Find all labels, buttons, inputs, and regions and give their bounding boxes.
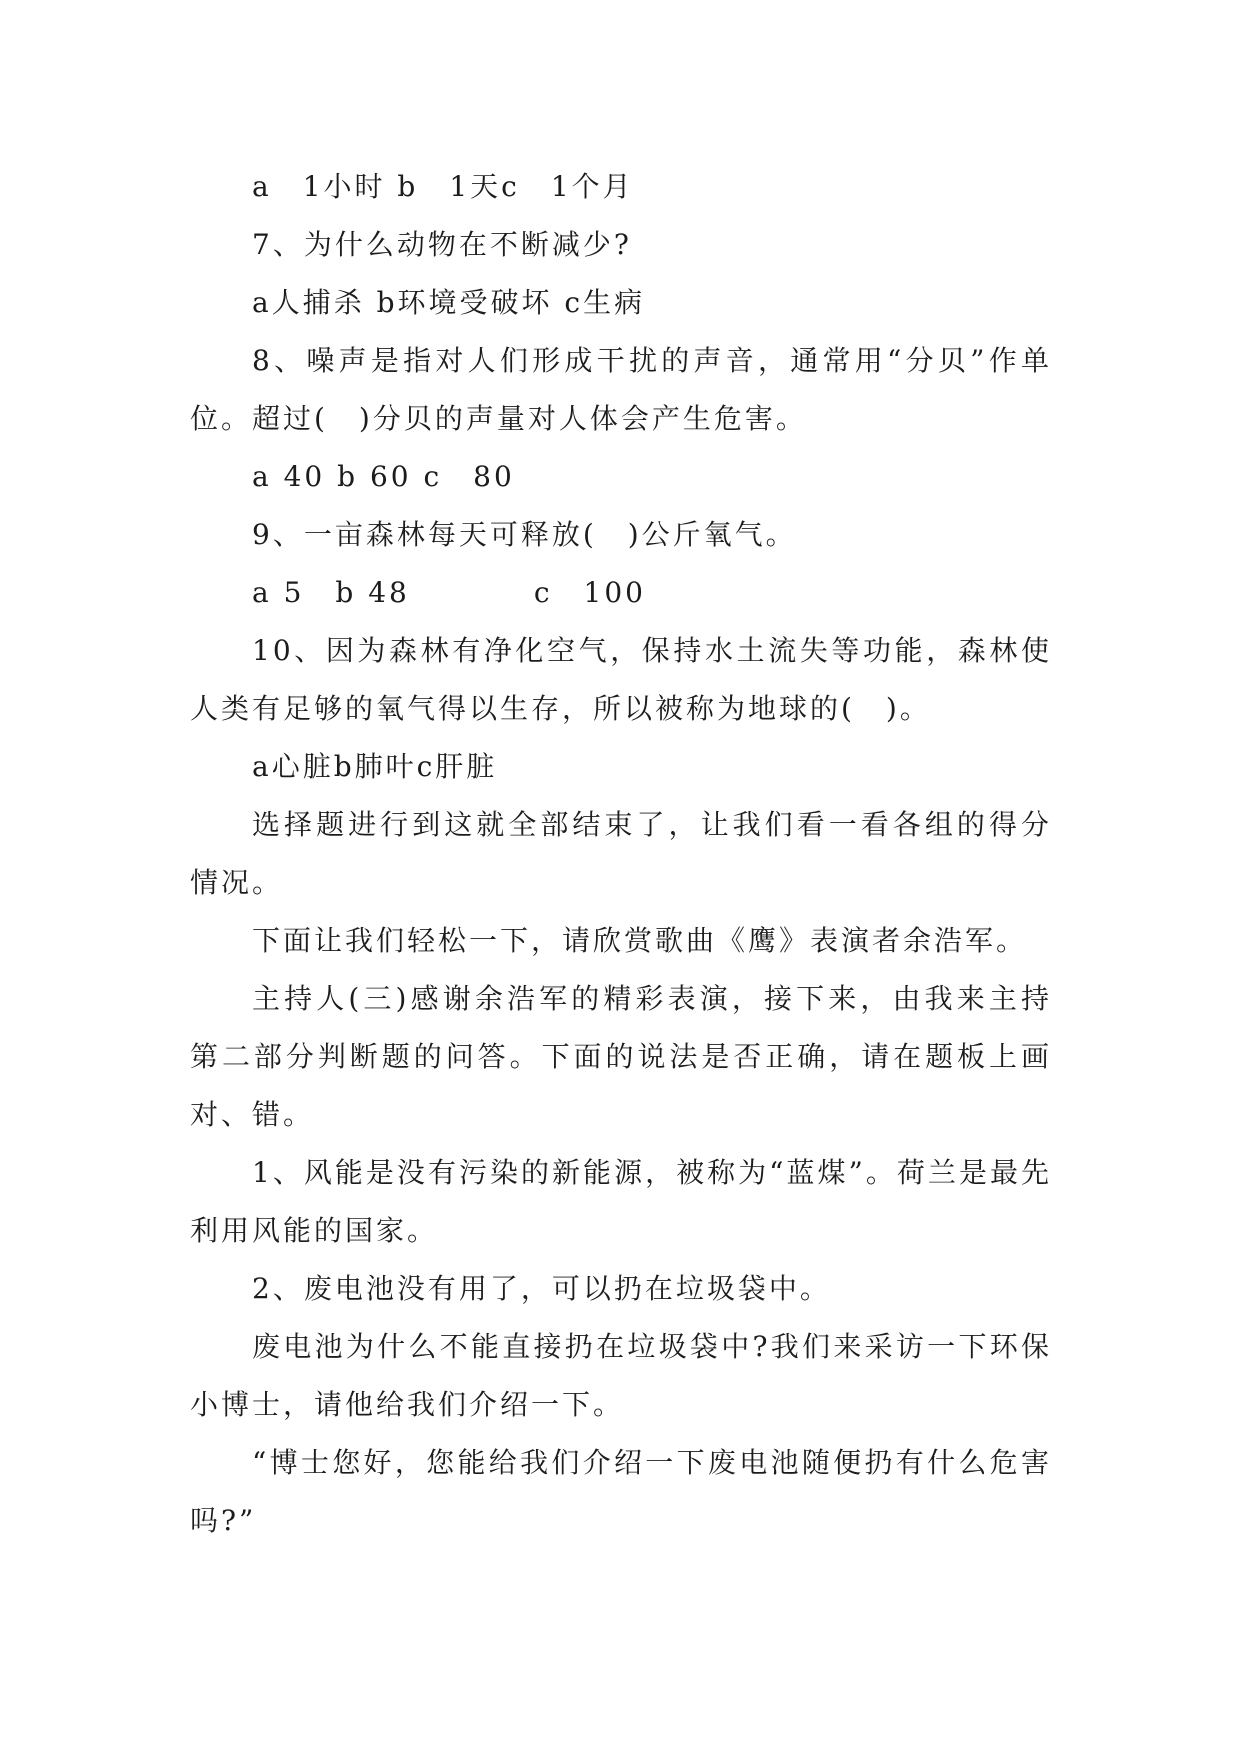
answer-options-q6: a 1小时 b 1天c 1个月 — [252, 170, 634, 203]
answer-options-q8: a 40 b 60 c 80 — [252, 460, 515, 493]
true-false-question-1: 1、风能是没有污染的新能源，被称为“蓝煤”。荷兰是最先利用风能的国家。 — [190, 1156, 1052, 1247]
question-9: 9、一亩森林每天可释放( )公斤氧气。 — [252, 518, 797, 551]
true-false-question-2: 2、废电池没有用了，可以扔在垃圾袋中。 — [252, 1272, 831, 1305]
answer-options-q10: a心脏b肺叶c肝脏 — [252, 750, 498, 783]
interview-question-paragraph: “博士您好，您能给我们介绍一下废电池随便扔有什么危害吗?” — [190, 1446, 1052, 1537]
interview-intro-paragraph: 废电池为什么不能直接扔在垃圾袋中?我们来采访一下环保小博士，请他给我们介绍一下。 — [190, 1330, 1052, 1421]
score-summary-paragraph: 选择题进行到这就全部结束了，让我们看一看各组的得分情况。 — [190, 808, 1052, 899]
document-body — [190, 158, 1052, 1550]
answer-options-q9: a 5 b 48 c 100 — [252, 576, 646, 609]
song-intro-paragraph: 下面让我们轻松一下，请欣赏歌曲《鹰》表演者余浩军。 — [252, 924, 1028, 957]
host-three-paragraph: 主持人(三)感谢余浩军的精彩表演，接下来，由我来主持第二部分判断题的问答。下面的说法是否正确，请在题板上画对、错。 — [190, 982, 1052, 1131]
question-8: 8、噪声是指对人们形成干扰的声音，通常用“分贝”作单位。超过( )分贝的声量对人体会产生危害。 — [190, 344, 1052, 435]
question-10: 10、因为森林有净化空气，保持水土流失等功能，森林使人类有足够的氧气得以生存，所以被称为地球的( )。 — [190, 634, 1052, 725]
question-7: 7、为什么动物在不断减少? — [252, 228, 632, 261]
answer-options-q7: a人捕杀 b环境受破坏 c生病 — [252, 286, 646, 319]
